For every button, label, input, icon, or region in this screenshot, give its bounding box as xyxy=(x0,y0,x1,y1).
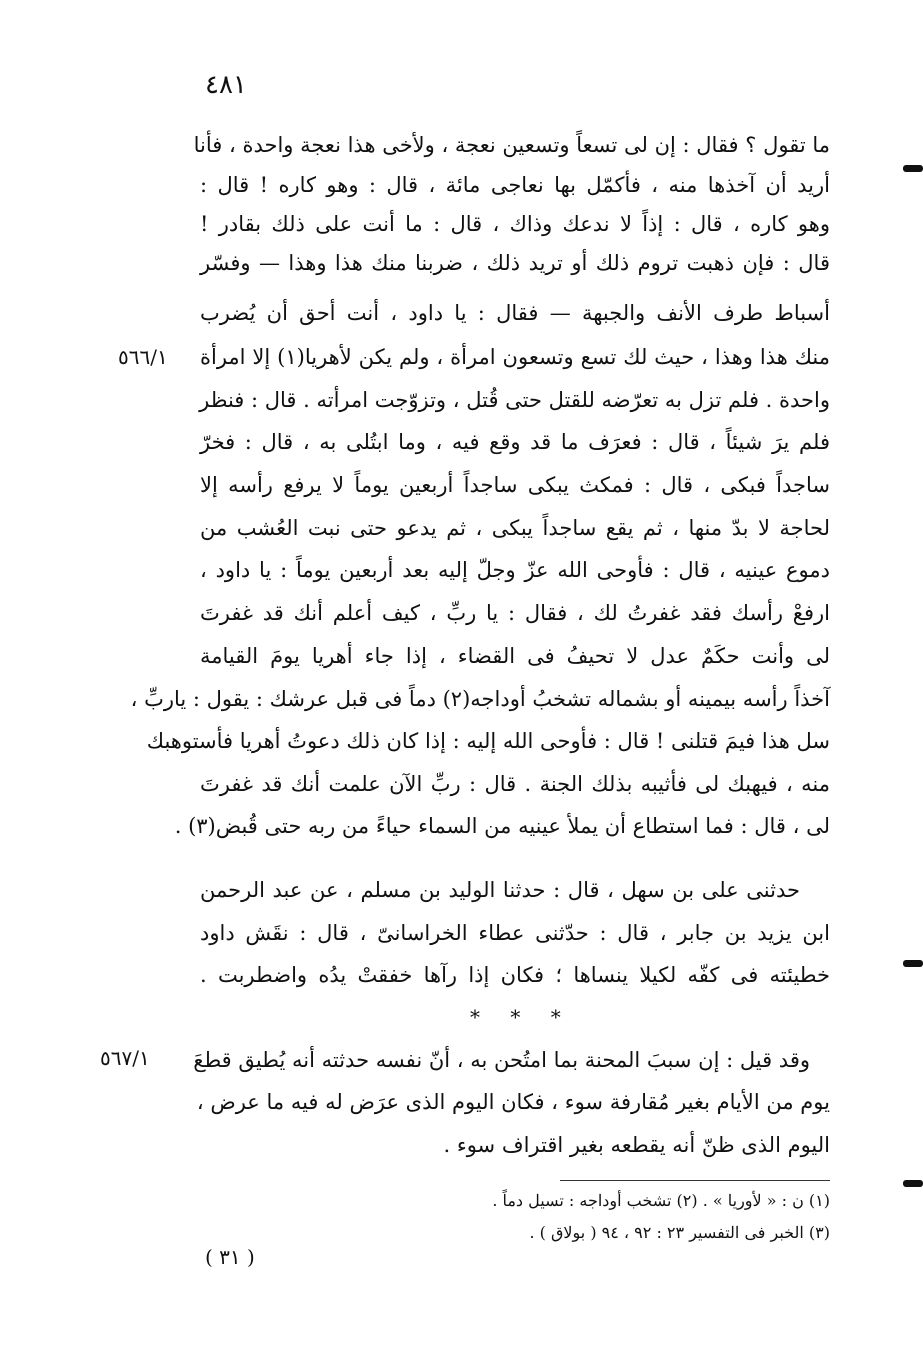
text-line: ما تقول ؟ فقال : إن لى تسعاً وتسعين نعجة ، ولأخى هذا نعجة واحدة ، فأنا xyxy=(193,133,830,157)
text-line: سل هذا فيمَ قتلنى ! قال : فأوحى الله إليه : إذا كان ذلك دعوتُ أهريا فأستوهبك xyxy=(146,729,830,753)
text-line: ارفعْ رأسك فقد غفرتُ لك ، فقال : يا ربِّ ، كيف أعلم أنك قد غفرتَ xyxy=(200,601,830,625)
scan-edge-mark xyxy=(903,165,923,172)
page-number: ٤٨١ xyxy=(205,70,247,100)
scan-edge-mark xyxy=(903,960,923,967)
text-line: يوم من الأيام بغير مُقارفة سوء ، فكان اليوم الذى عرَض له فيه ما عرض ، xyxy=(196,1090,830,1114)
text-line: أريد أن آخذها منه ، فأكمّل بها نعاجى مائة ، قال : وهو كاره ! قال : xyxy=(200,173,830,197)
margin-reference: ٥٦٧/١ xyxy=(100,1046,150,1070)
text-line: منك هذا وهذا ، حيث لك تسع وتسعون امرأة ، ولم يكن لأهريا(١) إلا امرأة xyxy=(200,345,830,369)
signature-number: ( ٣١ ) xyxy=(205,1245,255,1269)
text-line: فلم يرَ شيئاً ، قال : فعرَف ما قد وقع فيه ، وما ابتُلى به ، قال : فخرّ xyxy=(200,430,830,454)
margin-reference: ٥٦٦/١ xyxy=(118,345,168,369)
text-line: ابن يزيد بن جابر ، قال : حدّثنى عطاء الخراسانىّ ، قال : نقَش داود xyxy=(200,921,830,945)
text-line: ساجداً فبكى ، قال : فمكث يبكى ساجداً أربعين يوماً لا يرفع رأسه إلا xyxy=(200,473,830,497)
section-separator: * * * xyxy=(470,1005,573,1029)
footnote: (٣) الخبر فى التفسير ٢٣ : ٩٢ ، ٩٤ ( بولاق ) . xyxy=(529,1223,830,1242)
text-line: اليوم الذى ظنّ أنه يقطعه بغير اقتراف سوء . xyxy=(443,1133,830,1157)
text-line: منه ، فيهبك لى فأثيبه بذلك الجنة . قال : ربِّ الآن علمت أنك قد غفرتَ xyxy=(200,772,830,796)
text-line: وهو كاره ، قال : إذاً لا ندعك وذاك ، قال : ما أنت على ذلك بقادر ! xyxy=(200,212,830,236)
text-line: وقد قيل : إن سببَ المحنة بما امتُحن به ، أنّ نفسه حدثته أنه يُطيق قطعَ xyxy=(193,1048,810,1072)
footnote-rule xyxy=(560,1180,830,1181)
text-line: واحدة . فلم تزل به تعرّضه للقتل حتى قُتل ، وتزوّجت امرأته . قال : فنظر xyxy=(199,388,830,412)
text-line: لى وأنت حكَمٌ عدل لا تحيفُ فى القضاء ، إذا جاء أهريا يومَ القيامة xyxy=(200,644,830,668)
text-line: خطيئته فى كفّه لكيلا ينساها ؛ فكان إذا رآها خفقتْ يدُه واضطربت . xyxy=(200,963,830,987)
text-line: حدثنى على بن سهل ، قال : حدثنا الوليد بن مسلم ، عن عبد الرحمن xyxy=(200,878,800,902)
text-line: آخذاً رأسه بيمينه أو بشماله تشخبُ أوداجه(٢) دماً فى قبل عرشك : يقول : ياربِّ ، xyxy=(130,687,830,711)
text-line: لى ، قال : فما استطاع أن يملأ عينيه من السماء حياءً من ربه حتى قُبض(٣) . xyxy=(174,814,830,838)
scan-edge-mark xyxy=(903,1180,923,1187)
text-line: دموع عينيه ، قال : فأوحى الله عزّ وجلّ إليه بعد أربعين يوماً : يا داود ، xyxy=(200,558,830,582)
text-line: لحاجة لا بدّ منها ، ثم يقع ساجداً يبكى ، ثم يدعو حتى نبت العُشب من xyxy=(200,516,830,540)
text-line: قال : فإن ذهبت تروم ذلك أو تريد ذلك ، ضربنا منك هذا وهذا — وفسّر xyxy=(200,251,830,275)
footnote: (١) ن : « لأوريا » . (٢) تشخب أوداجه : تسيل دماً . xyxy=(492,1191,830,1210)
text-line: أسباط طرف الأنف والجبهة — فقال : يا داود ، أنت أحق أن يُضرب xyxy=(200,301,830,325)
